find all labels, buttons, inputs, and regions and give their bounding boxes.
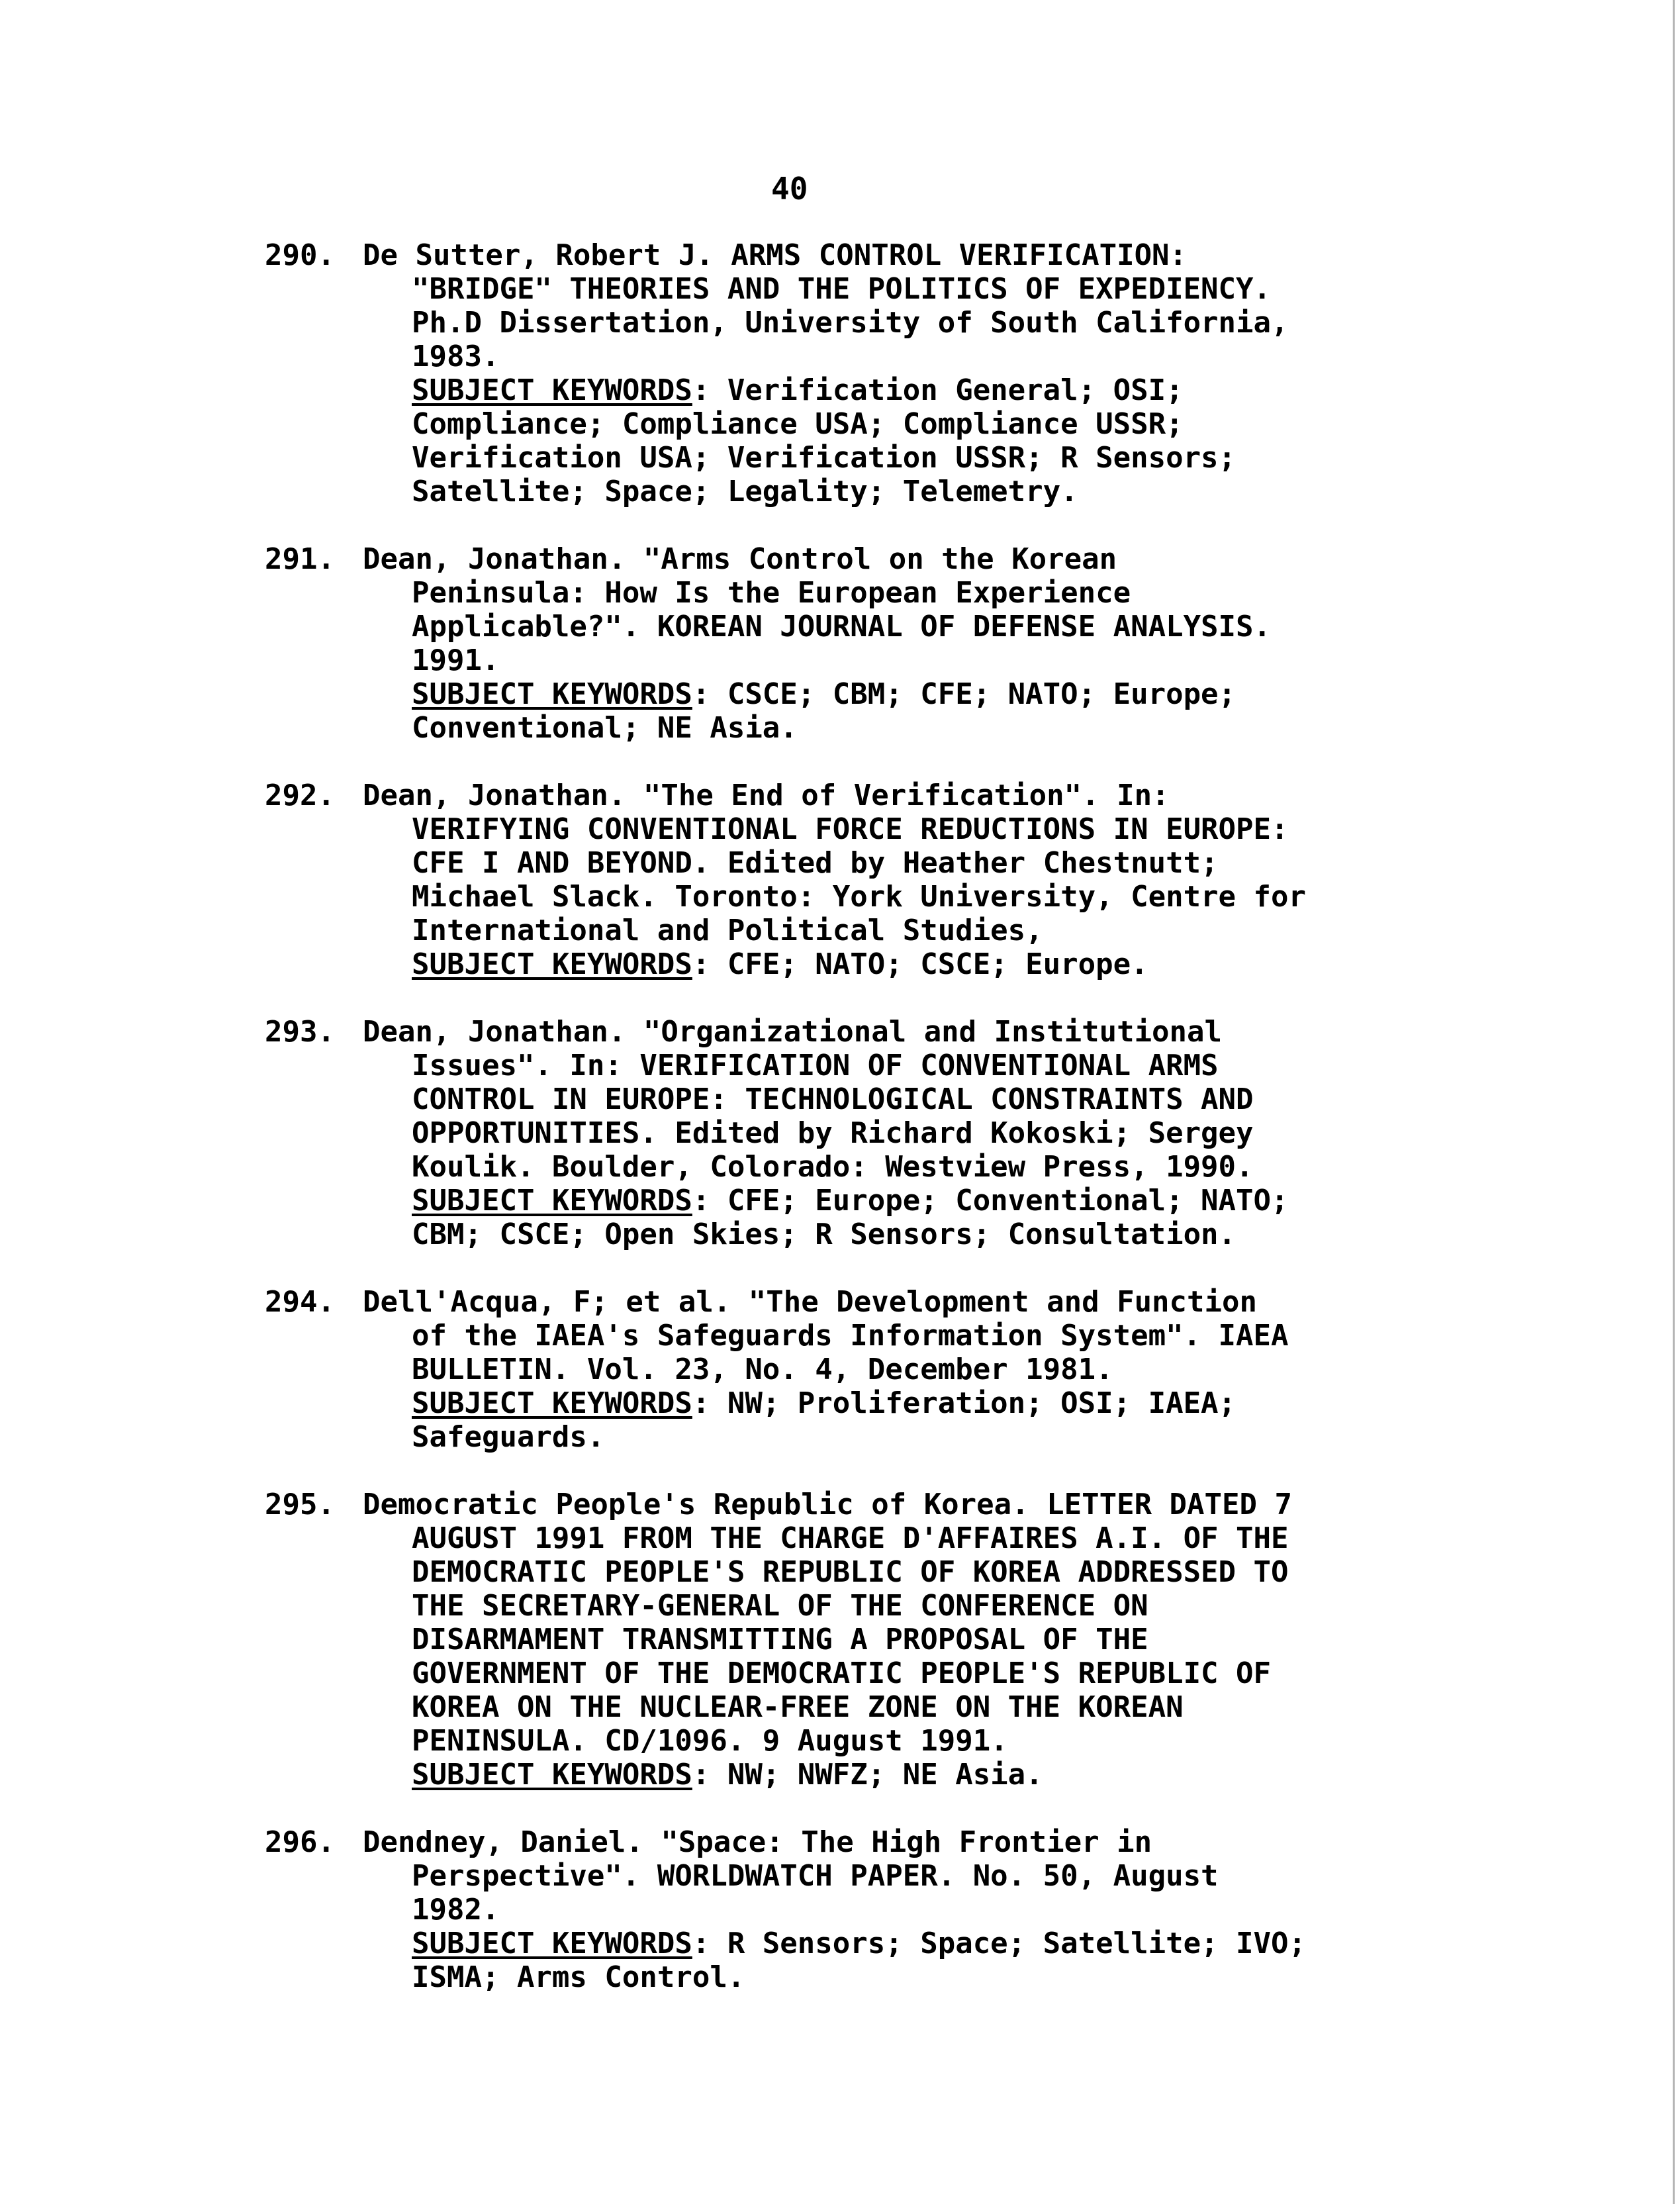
entry-text-line: 1991.	[412, 644, 500, 677]
entry-text-line: AUGUST 1991 FROM THE CHARGE D'AFFAIRES A.I. OF THE	[412, 1521, 1289, 1555]
subject-keywords-continuation: Safeguards.	[412, 1420, 605, 1454]
subject-keywords-line	[265, 677, 1456, 711]
entry-text-line: PENINSULA. CD/1096. 9 August 1991.	[412, 1724, 1008, 1758]
entry-text-line: OPPORTUNITIES. Edited by Richard Kokoski; Sergey	[412, 1116, 1254, 1150]
entry-text-line: CFE I AND BEYOND. Edited by Heather Chestnutt;	[412, 846, 1219, 880]
subject-keywords-continuation: CBM; CSCE; Open Skies; R Sensors; Consultation.	[412, 1218, 1237, 1251]
entry-text-line: DEMOCRATIC PEOPLE'S REPUBLIC OF KOREA ADDRESSED TO	[412, 1555, 1289, 1589]
subject-keywords-text: : CFE; Europe; Conventional; NATO;	[692, 1184, 1289, 1218]
entry-first-line	[265, 1825, 1456, 1859]
entry-number: 292.	[265, 779, 335, 812]
subject-keywords-text: : CSCE; CBM; CFE; NATO; Europe;	[692, 677, 1237, 711]
page-number: 40	[771, 171, 808, 207]
entry-first-line	[265, 1015, 1456, 1049]
subject-keywords-text: : R Sensors; Space; Satellite; IVO;	[692, 1927, 1307, 1960]
entry-text-line: Perspective". WORLDWATCH PAPER. No. 50, August	[412, 1859, 1219, 1893]
entry-text: Dell'Acqua, F; et al. "The Development and Function	[363, 1285, 1258, 1319]
entry-text-line: "BRIDGE" THEORIES AND THE POLITICS OF EXPEDIENCY.	[412, 272, 1272, 306]
entry-text-line: 1983.	[412, 340, 500, 373]
subject-keywords-text: : NW; NWFZ; NE Asia.	[692, 1758, 1043, 1792]
subject-keywords-text: : Verification General; OSI;	[692, 373, 1184, 407]
bibliography-entry	[265, 1015, 1456, 1251]
entry-text-line: Michael Slack. Toronto: York University, Centre for	[412, 880, 1307, 914]
bibliography-entry	[265, 238, 1456, 508]
entry-text-line: VERIFYING CONVENTIONAL FORCE REDUCTIONS IN EUROPE:	[412, 812, 1289, 846]
entry-text-line: Issues". In: VERIFICATION OF CONVENTIONAL ARMS	[412, 1049, 1219, 1082]
entry-text-line: Peninsula: How Is the European Experience	[412, 576, 1131, 610]
subject-keywords-continuation: Satellite; Space; Legality; Telemetry.	[412, 475, 1078, 508]
entry-text-line: KOREA ON THE NUCLEAR-FREE ZONE ON THE KOREAN	[412, 1690, 1184, 1724]
entry-number: 294.	[265, 1285, 335, 1319]
subject-keywords-line	[265, 373, 1456, 407]
entry-text: Democratic People's Republic of Korea. LETTER DATED 7	[363, 1488, 1292, 1521]
subject-keywords-text: : CFE; NATO; CSCE; Europe.	[692, 947, 1148, 981]
entry-text: Dean, Jonathan. "Organizational and Institutional	[363, 1015, 1223, 1049]
subject-keywords-continuation: ISMA; Arms Control.	[412, 1960, 745, 1994]
entry-text: De Sutter, Robert J. ARMS CONTROL VERIFICATION:	[363, 238, 1188, 272]
bibliography-entry	[265, 1285, 1456, 1454]
subject-keywords-line	[265, 1927, 1456, 1960]
entry-first-line	[265, 779, 1456, 812]
bibliography-entry	[265, 779, 1456, 981]
scan-edge-line	[1673, 0, 1675, 2204]
subject-keywords-line	[265, 1386, 1456, 1420]
subject-keywords-label: SUBJECT KEYWORDS	[412, 373, 692, 407]
entry-text-line: BULLETIN. Vol. 23, No. 4, December 1981.	[412, 1353, 1113, 1386]
entry-first-line	[265, 1488, 1456, 1521]
entry-text-line: Koulik. Boulder, Colorado: Westview Press, 1990.	[412, 1150, 1254, 1184]
entry-text-line: 1982.	[412, 1893, 500, 1927]
entry-text-line: Ph.D Dissertation, University of South California,	[412, 306, 1289, 340]
subject-keywords-label: SUBJECT KEYWORDS	[412, 947, 692, 981]
subject-keywords-label: SUBJECT KEYWORDS	[412, 1927, 692, 1960]
subject-keywords-continuation: Conventional; NE Asia.	[412, 711, 798, 745]
subject-keywords-continuation: Compliance; Compliance USA; Compliance USSR;	[412, 407, 1184, 441]
subject-keywords-line	[265, 1758, 1456, 1792]
subject-keywords-label: SUBJECT KEYWORDS	[412, 1386, 692, 1420]
entry-number: 293.	[265, 1015, 335, 1049]
entry-text-line: Applicable?". KOREAN JOURNAL OF DEFENSE ANALYSIS.	[412, 610, 1272, 644]
bibliography-entry	[265, 1825, 1456, 1994]
entry-text: Dendney, Daniel. "Space: The High Frontier in	[363, 1825, 1152, 1859]
entry-number: 290.	[265, 238, 335, 272]
entry-number: 291.	[265, 542, 335, 576]
entry-text-line: CONTROL IN EUROPE: TECHNOLOGICAL CONSTRAINTS AND	[412, 1082, 1254, 1116]
subject-keywords-label: SUBJECT KEYWORDS	[412, 1184, 692, 1218]
subject-keywords-label: SUBJECT KEYWORDS	[412, 1758, 692, 1792]
entry-text-line: DISARMAMENT TRANSMITTING A PROPOSAL OF THE	[412, 1623, 1148, 1656]
entry-text: Dean, Jonathan. "The End of Verification". In:	[363, 779, 1170, 812]
bibliography-list	[265, 238, 1456, 2028]
bibliography-entry	[265, 542, 1456, 745]
entry-number: 296.	[265, 1825, 335, 1859]
entry-text-line: THE SECRETARY-GENERAL OF THE CONFERENCE ON	[412, 1589, 1148, 1623]
subject-keywords-text: : NW; Proliferation; OSI; IAEA;	[692, 1386, 1237, 1420]
entry-first-line	[265, 1285, 1456, 1319]
entry-text-line: of the IAEA's Safeguards Information System". IAEA	[412, 1319, 1289, 1353]
entry-first-line	[265, 542, 1456, 576]
subject-keywords-line	[265, 947, 1456, 981]
entry-text-line: International and Political Studies,	[412, 914, 1043, 947]
subject-keywords-label: SUBJECT KEYWORDS	[412, 677, 692, 711]
entry-text-line: GOVERNMENT OF THE DEMOCRATIC PEOPLE'S REPUBLIC OF	[412, 1656, 1272, 1690]
bibliography-entry	[265, 1488, 1456, 1792]
subject-keywords-continuation: Verification USA; Verification USSR; R Sensors;	[412, 441, 1237, 475]
entry-text: Dean, Jonathan. "Arms Control on the Korean	[363, 542, 1117, 576]
subject-keywords-line	[265, 1184, 1456, 1218]
entry-number: 295.	[265, 1488, 335, 1521]
entry-first-line	[265, 238, 1456, 272]
